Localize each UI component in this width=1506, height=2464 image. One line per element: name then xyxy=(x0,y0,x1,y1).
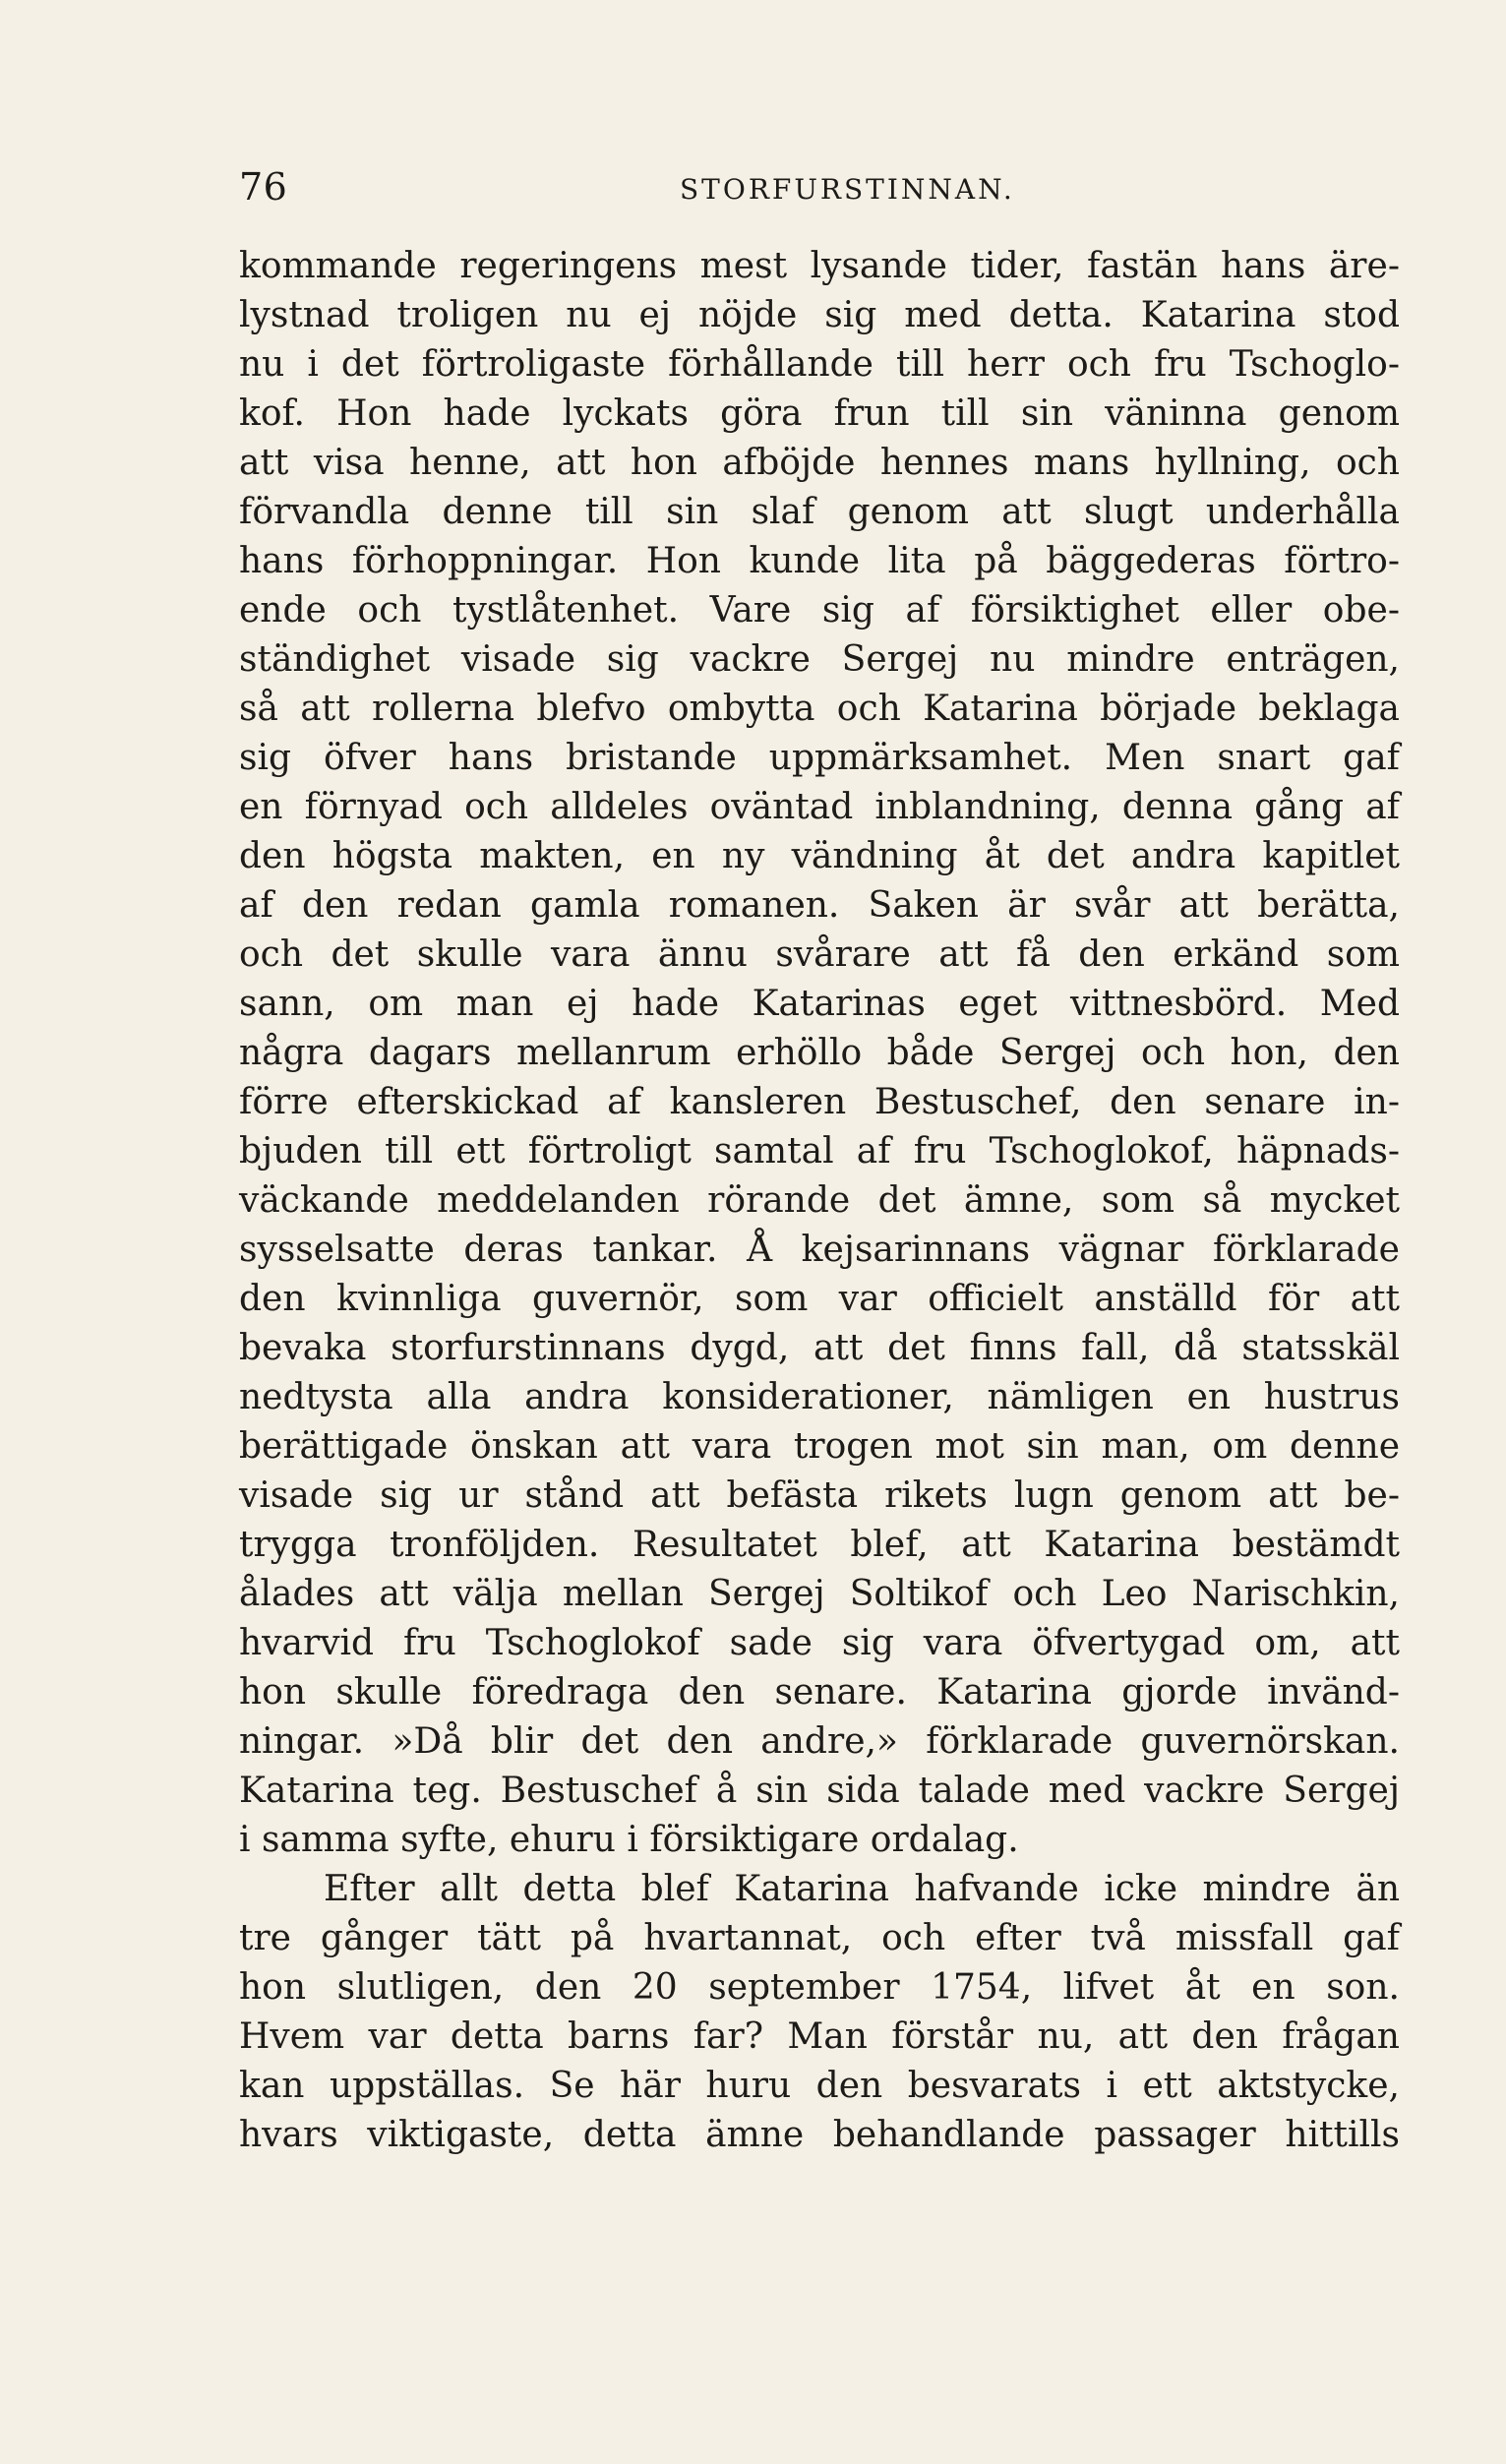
page-header xyxy=(239,165,1400,214)
text-line: nedtysta alla andra konsiderationer, nämligen en hustrus xyxy=(239,1377,1400,1417)
text-line: kan uppställas. Se här huru den besvarats i ett aktstycke, xyxy=(239,2066,1400,2106)
text-line: kommande regeringens mest lysande tider, fastän hans äre- xyxy=(239,246,1400,286)
text-line: förvandla denne till sin slaf genom att slugt underhålla xyxy=(239,492,1400,532)
text-line: trygga tronföljden. Resultatet blef, att Katarina bestämdt xyxy=(239,1525,1400,1565)
text-line: så att rollerna blefvo ombytta och Katarina började beklaga xyxy=(239,689,1400,729)
text-line: några dagars mellanrum erhöllo både Sergej och hon, den xyxy=(239,1033,1400,1073)
text-line: ständighet visade sig vackre Sergej nu mindre enträgen, xyxy=(239,639,1400,680)
text-line: bjuden till ett förtroligt samtal af fru Tschoglokof, häpnads- xyxy=(239,1131,1400,1172)
text-line: väckande meddelanden rörande det ämne, som så mycket xyxy=(239,1180,1400,1221)
text-line: sysselsatte deras tankar. Å kejsarinnans vägnar förklarade xyxy=(239,1230,1400,1270)
text-line: hvarvid fru Tschoglokof sade sig vara öfvertygad om, att xyxy=(239,1623,1400,1663)
text-line: kof. Hon hade lyckats göra frun till sin väninna genom xyxy=(239,393,1400,434)
text-line: lystnad troligen nu ej nöjde sig med detta. Katarina stod xyxy=(239,295,1400,335)
text-line: hvars viktigaste, detta ämne behandlande passager hittills xyxy=(239,2115,1400,2155)
text-line: förre efterskickad af kansleren Bestuschef, den senare in- xyxy=(239,1082,1400,1122)
text-line: visade sig ur stånd att befästa rikets lugn genom att be- xyxy=(239,1475,1400,1516)
text-line: att visa henne, att hon afböjde hennes mans hyllning, och xyxy=(239,443,1400,483)
text-line: ende och tystlåtenhet. Vare sig af försiktighet eller obe- xyxy=(239,590,1400,631)
text-line: sig öfver hans bristande uppmärksamhet. Men snart gaf xyxy=(239,738,1400,778)
text-line: sann, om man ej hade Katarinas eget vittnesbörd. Med xyxy=(239,984,1400,1024)
text-line: en förnyad och alldeles oväntad inblandning, denna gång af xyxy=(239,787,1400,827)
text-line: och det skulle vara ännu svårare att få den erkänd som xyxy=(239,934,1400,975)
running-head: STORFURSTINNAN. xyxy=(680,173,1015,206)
text-line: ålades att välja mellan Sergej Soltikof och Leo Narischkin, xyxy=(239,1574,1400,1614)
text-line: af den redan gamla romanen. Saken är svår att berätta, xyxy=(239,885,1400,926)
text-line: hon skulle föredraga den senare. Katarina gjorde invänd- xyxy=(239,1672,1400,1713)
text-line: Katarina teg. Bestuschef å sin sida talade med vackre Sergej xyxy=(239,1771,1400,1811)
text-line: den kvinnliga guvernör, som var officielt anställd för att xyxy=(239,1279,1400,1319)
text-line: hans förhoppningar. Hon kunde lita på bäggederas förtro- xyxy=(239,541,1400,581)
text-line: i samma syfte, ehuru i försiktigare ordalag. xyxy=(239,1820,1019,1860)
text-line: den högsta makten, en ny vändning åt det andra kapitlet xyxy=(239,836,1400,876)
text-line: tre gånger tätt på hvartannat, och efter två missfall gaf xyxy=(239,1918,1400,1958)
text-line: berättigade önskan att vara trogen mot sin man, om denne xyxy=(239,1426,1400,1467)
page-number: 76 xyxy=(239,165,288,209)
text-line: Hvem var detta barns far? Man förstår nu, att den frågan xyxy=(239,2016,1400,2057)
text-line: ningar. »Då blir det den andre,» förklarade guvernörskan. xyxy=(239,1721,1400,1762)
text-line: hon slutligen, den 20 september 1754, lifvet åt en son. xyxy=(239,1967,1400,2008)
text-line: bevaka storfurstinnans dygd, att det finns fall, då statsskäl xyxy=(239,1328,1400,1368)
text-line: Efter allt detta blef Katarina hafvande icke mindre än xyxy=(324,1869,1400,1909)
text-line: nu i det förtroligaste förhållande till herr och fru Tschoglo- xyxy=(239,344,1400,385)
